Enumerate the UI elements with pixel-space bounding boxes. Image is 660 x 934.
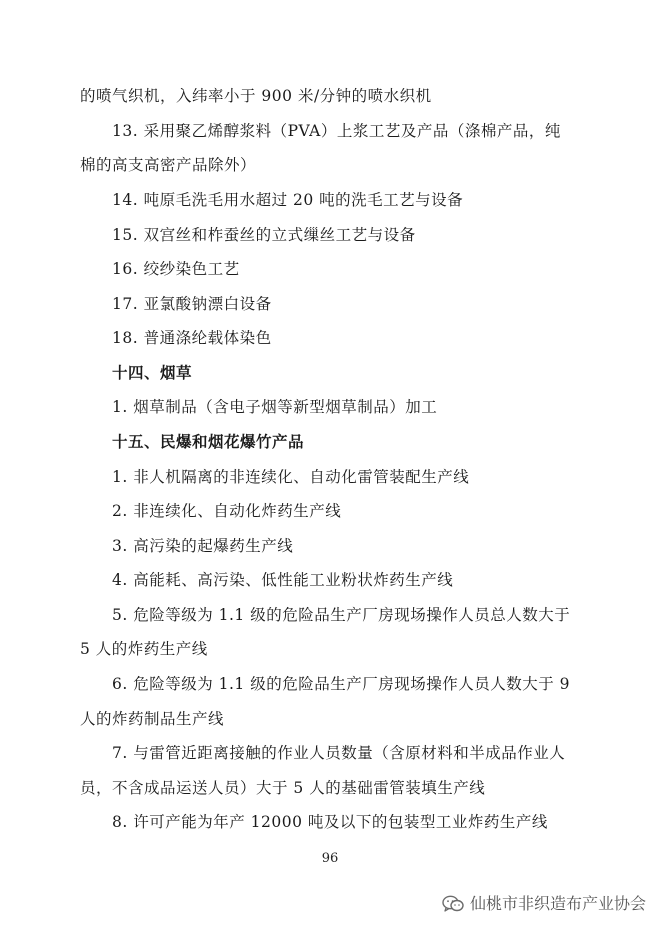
watermark-text: 仙桃市非织造布产业协会 <box>469 894 646 913</box>
text-line: 员，不含成品运送人员）大于 5 人的基础雷管装填生产线 <box>80 779 486 797</box>
list-item-16: 16. 绞纱染色工艺 <box>112 260 240 278</box>
text-line: 的喷气织机，入纬率小于 900 米/分钟的喷水织机 <box>80 87 432 105</box>
text-line: 人的炸药制品生产线 <box>80 710 225 728</box>
list-item-18: 18. 普通涤纶载体染色 <box>112 329 272 347</box>
list-item-3: 3. 高污染的起爆药生产线 <box>112 537 294 555</box>
list-item-5: 5. 危险等级为 1.1 级的危险品生产厂房现场操作人员总人数大于 <box>112 606 571 624</box>
list-item-14: 14. 吨原毛洗毛用水超过 20 吨的洗毛工艺与设备 <box>112 191 464 209</box>
list-item-8: 8. 许可产能为年产 12000 吨及以下的包装型工业炸药生产线 <box>112 813 548 831</box>
list-item-13: 13. 采用聚乙烯醇浆料（PVA）上浆工艺及产品（涤棉产品，纯 <box>112 122 561 140</box>
list-item-4: 4. 高能耗、高污染、低性能工业粉状炸药生产线 <box>112 571 454 589</box>
list-item-15: 15. 双宫丝和柞蚕丝的立式缫丝工艺与设备 <box>112 226 416 244</box>
list-item-2: 2. 非连续化、自动化炸药生产线 <box>112 502 342 520</box>
list-item-6: 6. 危险等级为 1.1 级的危险品生产厂房现场操作人员人数大于 9 <box>112 675 571 693</box>
text-line: 棉的高支高密产品除外） <box>80 156 257 174</box>
list-item-7: 7. 与雷管近距离接触的作业人员数量（含原材料和半成品作业人 <box>112 744 566 762</box>
list-item-1: 1. 烟草制品（含电子烟等新型烟草制品）加工 <box>112 398 438 416</box>
list-item-17: 17. 亚氯酸钠漂白设备 <box>112 295 272 313</box>
text-line: 5 人的炸药生产线 <box>80 640 208 658</box>
wechat-icon <box>442 895 464 913</box>
watermark <box>442 893 646 915</box>
section-heading-tobacco: 十四、烟草 <box>112 364 193 382</box>
section-heading-explosives: 十五、民爆和烟花爆竹产品 <box>112 433 305 451</box>
list-item-1: 1. 非人机隔离的非连续化、自动化雷管装配生产线 <box>112 468 470 486</box>
page-number: 96 <box>321 851 339 866</box>
